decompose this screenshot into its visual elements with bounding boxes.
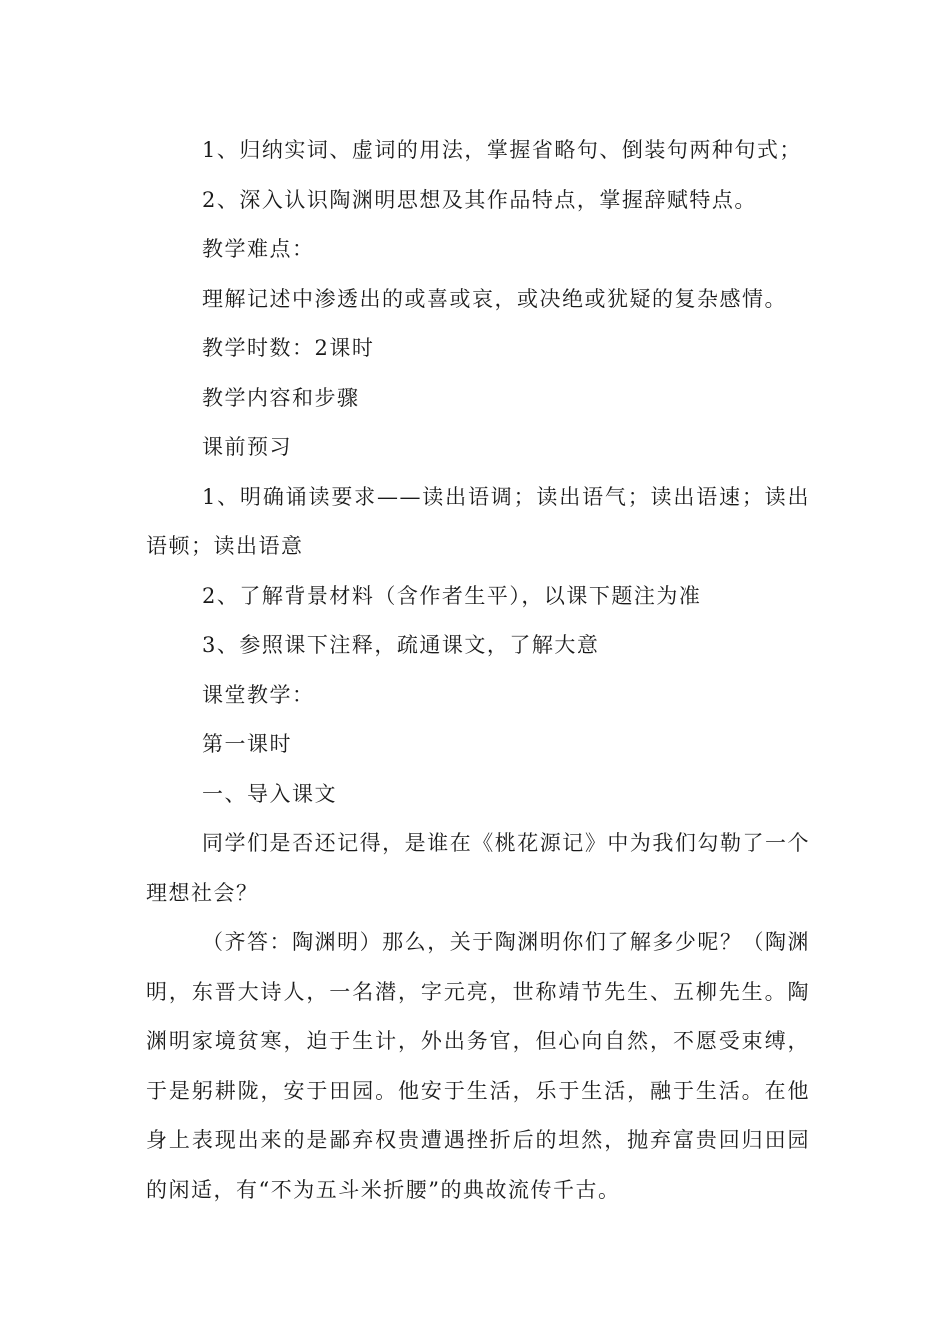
document-body [146, 126, 810, 1215]
paragraph-introduction-question: 同学们是否还记得，是谁在《桃花源记》中为我们勾勒了一个理想社会？ [146, 831, 810, 905]
heading-first-lesson: 第一课时 [202, 732, 292, 756]
paragraph-difficulty: 理解记述中渗透出的或喜或哀，或决绝或犹疑的复杂感情。 [202, 286, 787, 311]
paragraph-tao-yuanming: （齐答：陶渊明）那么，关于陶渊明你们了解多少呢？（陶渊明，东晋大诗人，一名潜，字元亮，世称靖节先生、五柳先生。陶渊明家境贫寒，迫于生计，外出务官，但心向自然，不愿受束缚，于是躬耕陇，安于田园。他安于生活，乐于生活，融于生活。在他身上表现出来的是鄙弃权贵遭遇挫折后的坦然，抛弃富贵回归田园的闲适，有“不为五斗米折腰”的典故流传千古。 [146, 930, 810, 1202]
paragraph-teaching-hours: 教学时数：2课时 [202, 336, 375, 360]
heading-teaching-difficulty: 教学难点： [202, 237, 315, 261]
heading-content-steps: 教学内容和步骤 [202, 385, 360, 410]
paragraph-preview-2: 2、了解背景材料（含作者生平），以课下题注为准 [202, 583, 702, 608]
paragraph-objective-2: 2、深入认识陶渊明思想及其作品特点，掌握辞赋特点。 [202, 187, 757, 212]
heading-preview: 课前预习 [202, 435, 292, 459]
heading-introduction: 一、导入课文 [202, 781, 337, 806]
heading-classroom-teaching: 课堂教学： [202, 682, 315, 707]
paragraph-preview-3: 3、参照课下注释，疏通课文，了解大意 [202, 633, 600, 657]
paragraph-preview-1: 1、明确诵读要求——读出语调；读出语气；读出语速；读出语顿；读出语意 [146, 484, 810, 558]
paragraph-objective-1: 1、归纳实词、虚词的用法，掌握省略句、倒装句两种句式； [202, 138, 802, 162]
